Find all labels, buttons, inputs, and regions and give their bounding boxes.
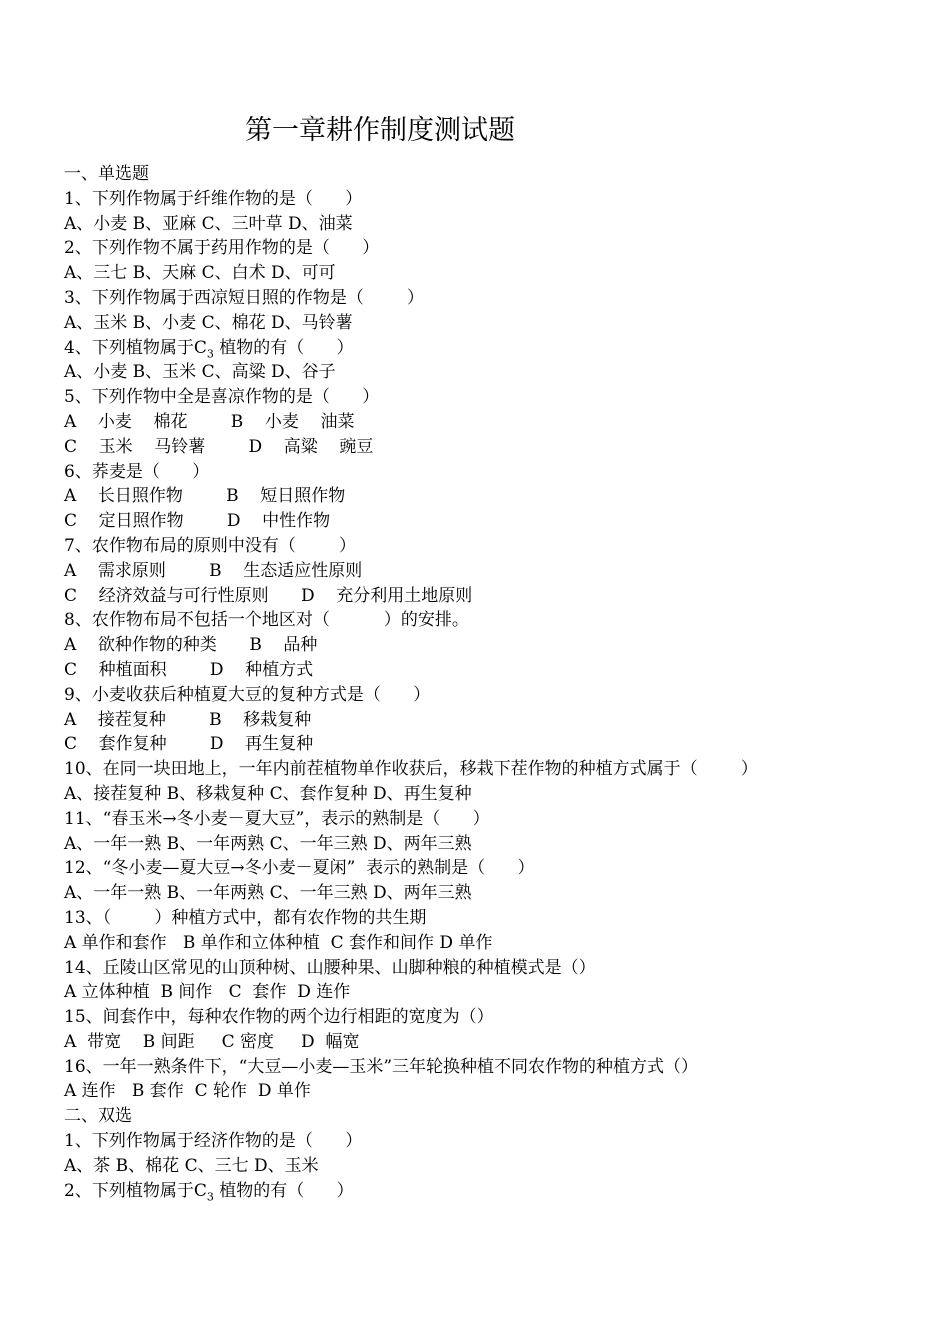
- question-line: 6、荞麦是（ ）: [64, 461, 210, 482]
- document-body: [64, 162, 924, 1203]
- question-line: 7、农作物布局的原则中没有（ ）: [64, 535, 357, 556]
- options-line: A 长日照作物 B 短日照作物: [64, 486, 346, 507]
- section-heading-double-choice: 二、双选: [64, 1106, 132, 1127]
- question-line: 10、在同一块田地上，一年内前茬植物单作收获后，移栽下茬作物的种植方式属于（ ）: [64, 759, 758, 780]
- question-line: 3、下列作物属于西凉短日照的作物是（ ）: [64, 287, 425, 308]
- options-line: A 接茬复种 B 移栽复种: [64, 709, 312, 730]
- document-title: 第一章耕作制度测试题: [245, 115, 515, 146]
- question-text: 2、下列植物属于C: [64, 1180, 207, 1201]
- options-line: A 欲种作物的种类 B 品种: [64, 635, 318, 656]
- question-line: 5、下列作物中全是喜凉作物的是（ ）: [64, 387, 380, 408]
- options-line: A 连作 B 套作 C 轮作 D 单作: [64, 1081, 311, 1102]
- question-line: 8、农作物布局不包括一个地区对（ ）的安排。: [64, 610, 469, 631]
- question-line: 15、间套作中，每种农作物的两个边行相距的宽度为（）: [64, 1007, 494, 1028]
- options-line: A、一年一熟 B、一年两熟 C、一年三熟 D、两年三熟: [64, 883, 472, 904]
- question-line-c3: [64, 336, 924, 361]
- options-line: A 需求原则 B 生态适应性原则: [64, 560, 363, 581]
- options-line: A 小麦 棉花 B 小麦 油菜: [64, 411, 355, 432]
- question-line: 2、下列作物不属于药用作物的是（ ）: [64, 238, 380, 259]
- question-line-c3: [64, 1179, 924, 1204]
- options-line: C 套作复种 D 再生复种: [64, 734, 314, 755]
- options-line: A、玉米 B、小麦 C、棉花 D、马铃薯: [64, 312, 353, 333]
- question-line: 13、（ ）种植方式中，都有农作物的共生期: [64, 907, 427, 928]
- options-line: A、茶 B、棉花 C、三七 D、玉米: [64, 1155, 319, 1176]
- options-line: A 带宽 B 间距 C 密度 D 幅宽: [64, 1031, 360, 1052]
- question-suffix: 植物的有（ ）: [213, 337, 354, 358]
- section-heading-single-choice: 一、单选题: [64, 164, 149, 184]
- options-line: A、小麦 B、玉米 C、高粱 D、谷子: [64, 362, 336, 383]
- options-line: A 单作和套作 B 单作和立体种植 C 套作和间作 D 单作: [64, 932, 493, 953]
- subscript-3: 3: [206, 1190, 214, 1204]
- question-line: 12、“冬小麦—夏大豆→冬小麦－夏闲” 表示的熟制是（ ）: [64, 858, 535, 879]
- question-suffix: 植物的有（ ）: [213, 1180, 354, 1201]
- options-line: C 玉米 马铃薯 D 高粱 豌豆: [64, 436, 374, 457]
- question-line: 16、一年一熟条件下，“大豆—小麦—玉米”三年轮换种植不同农作物的种植方式（）: [64, 1056, 699, 1077]
- options-line: C 种植面积 D 种植方式: [64, 659, 314, 680]
- options-line: A、一年一熟 B、一年两熟 C、一年三熟 D、两年三熟: [64, 833, 472, 854]
- options-line: A、接茬复种 B、移栽复种 C、套作复种 D、再生复种: [64, 783, 472, 804]
- options-line: A、小麦 B、亚麻 C、三叶草 D、油菜: [64, 213, 353, 234]
- question-line: 14、丘陵山区常见的山顶种树、山腰种果、山脚种粮的种植模式是（）: [64, 957, 596, 978]
- options-line: C 定日照作物 D 中性作物: [64, 511, 331, 532]
- options-line: C 经济效益与可行性原则 D 充分利用土地原则: [64, 585, 473, 606]
- question-line: 11、“春玉米→冬小麦－夏大豆”，表示的熟制是（ ）: [64, 808, 490, 829]
- options-line: A、三七 B、天麻 C、白术 D、可可: [64, 263, 336, 284]
- question-line: 1、下列作物属于纤维作物的是（ ）: [64, 188, 363, 209]
- question-line: 9、小麦收获后种植夏大豆的复种方式是（ ）: [64, 684, 431, 705]
- subscript-3: 3: [206, 346, 214, 360]
- question-text: 4、下列植物属于C: [64, 337, 207, 358]
- question-line: 1、下列作物属于经济作物的是（ ）: [64, 1131, 363, 1152]
- options-line: A 立体种植 B 间作 C 套作 D 连作: [64, 982, 351, 1003]
